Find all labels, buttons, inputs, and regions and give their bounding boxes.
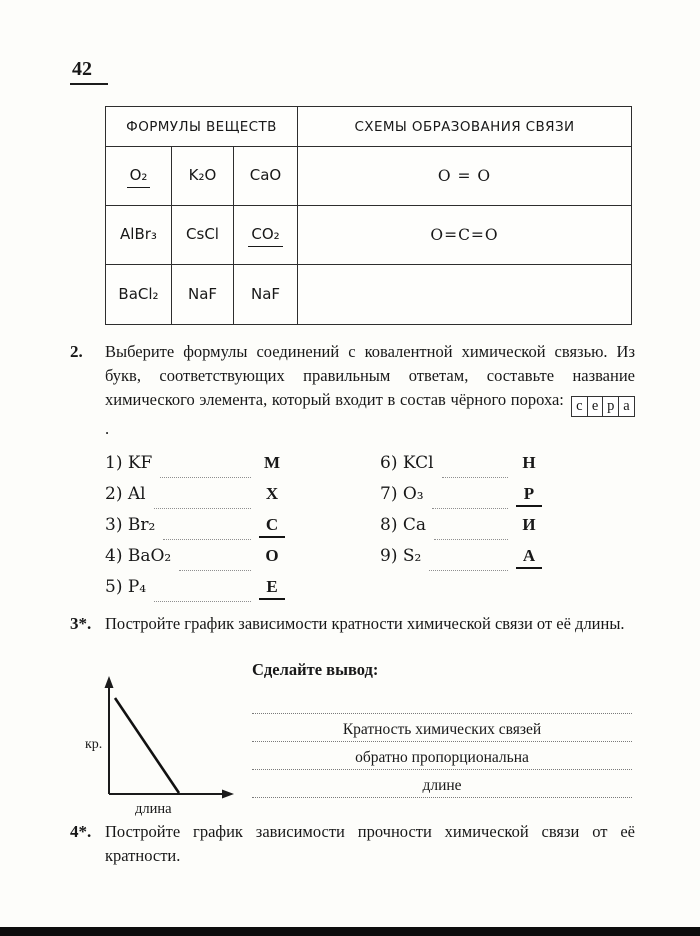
scheme-cell-r2 (298, 206, 631, 265)
formula-text: NaF (187, 284, 218, 303)
formula-cell-r1c1 (106, 147, 172, 206)
item-answer-letter: Р (516, 484, 542, 507)
answer-item (105, 453, 285, 484)
table-header-schemes: СХЕМЫ ОБРАЗОВАНИЯ СВЯЗИ (298, 107, 631, 147)
letter-box: с (571, 396, 588, 417)
y-axis-label: кр. (85, 737, 103, 752)
dotted-leader (160, 477, 251, 478)
conclusion-line-text: обратно пропорциональна (355, 749, 529, 766)
item-answer-letter: А (516, 546, 542, 569)
formula-cell-r2c1 (106, 206, 172, 265)
dotted-leader (154, 601, 251, 602)
conclusion-label: Сделайте вывод: (252, 660, 379, 679)
dotted-leader (432, 508, 508, 509)
item-formula: 9) S₂ (380, 545, 422, 566)
formula-cell-r2c2 (172, 206, 234, 265)
task-3-text: Постройте график зависимости кратности химической связи от её длины. (105, 614, 625, 633)
letter-box: е (587, 396, 604, 417)
formula-text: CO₂ (248, 224, 282, 247)
letter-boxes (571, 396, 635, 417)
formula-cell-r3c2 (172, 265, 234, 324)
graph-line (115, 698, 179, 793)
item-answer-letter: Н (522, 452, 536, 472)
letter-box: р (602, 396, 619, 417)
formula-cell-r1c2 (172, 147, 234, 206)
conclusion-line-text: Кратность химических связей (342, 721, 542, 738)
conclusion-line (252, 770, 632, 798)
item-answer-letter: Е (259, 577, 285, 600)
item-answer-letter: М (263, 452, 281, 472)
formula-text: O₂ (127, 165, 151, 188)
answer-item (105, 484, 285, 515)
answer-items-left-column (105, 453, 285, 608)
item-formula: 2) Al (105, 483, 146, 504)
dotted-leader (179, 570, 251, 571)
item-answer-letter: Х (265, 483, 279, 503)
formula-text: CsCl (186, 225, 219, 243)
task-4 (70, 820, 635, 868)
dotted-leader (442, 477, 508, 478)
answer-item (380, 515, 542, 546)
item-formula: 7) O₃ (380, 483, 424, 504)
x-axis-arrow-icon (222, 790, 234, 799)
scan-edge-bar (0, 927, 700, 936)
dotted-leader (429, 570, 508, 571)
item-formula: 3) Br₂ (105, 514, 156, 535)
formula-cell-r3c1 (106, 265, 172, 324)
task-3-figure-row (85, 660, 632, 823)
item-formula: 4) BaO₂ (105, 545, 172, 566)
task-2-statement: Выберите формулы соединений с ковалентной химической связью. Из букв, соответствующих правильным ответам, составьте название химического элемента, который входит в состав чёрного пороха: (105, 342, 635, 409)
item-answer-letter: С (259, 515, 285, 538)
formula-cell-r1c3 (234, 147, 298, 206)
scheme-text: O=C=O (430, 226, 499, 244)
conclusion-line (252, 742, 632, 770)
task-2-text (105, 340, 635, 441)
table-header-formulas: ФОРМУЛЫ ВЕЩЕСТВ (106, 107, 298, 147)
formula-text: K₂O (188, 166, 217, 184)
answer-item (380, 546, 542, 577)
item-formula: 8) Ca (380, 514, 426, 535)
answer-item (105, 515, 285, 546)
y-axis-arrow-icon (105, 676, 114, 688)
item-formula: 6) KCl (380, 452, 434, 473)
task-4-number: 4*. (70, 822, 92, 841)
task-3-number: 3*. (70, 614, 92, 633)
scheme-text: O = O (437, 167, 492, 185)
task-4-text: Постройте график зависимости прочности химической связи от её кратности. (105, 822, 635, 865)
task-2 (70, 340, 635, 608)
x-axis-label: длина (135, 801, 172, 817)
formula-text: AlBr₃ (120, 225, 157, 243)
conclusion-line (252, 686, 632, 714)
item-formula: 1) KF (105, 452, 153, 473)
item-formula: 5) P₄ (105, 576, 147, 597)
conclusion-block (252, 660, 632, 823)
graph-canvas (85, 676, 235, 818)
scheme-cell-r1 (298, 147, 631, 206)
formula-text: NaF (250, 284, 281, 303)
item-answer-letter: И (522, 514, 536, 534)
formula-text: BaCl₂ (118, 284, 159, 303)
formula-cell-r2c3 (234, 206, 298, 265)
bond-formation-table (105, 106, 632, 325)
conclusion-line-text: длине (422, 777, 462, 794)
after-boxes-period: . (105, 418, 110, 438)
answer-items (105, 453, 635, 608)
task-2-number: 2. (70, 342, 83, 361)
page-number: 42 (70, 58, 108, 85)
answer-items-right-column (380, 453, 542, 608)
item-answer-letter: О (265, 545, 279, 565)
answer-item (105, 577, 285, 608)
scheme-cell-r3 (298, 265, 631, 324)
conclusion-line (252, 714, 632, 742)
answer-item (380, 453, 542, 484)
dotted-leader (154, 508, 251, 509)
formula-text: CaO (249, 166, 282, 184)
letter-box: а (618, 396, 635, 417)
answer-item (105, 546, 285, 577)
dotted-leader (434, 539, 508, 540)
task-3 (70, 612, 635, 636)
bond-multiplicity-graph (85, 660, 240, 823)
dotted-leader (163, 539, 251, 540)
answer-item (380, 484, 542, 515)
formula-cell-r3c3 (234, 265, 298, 324)
